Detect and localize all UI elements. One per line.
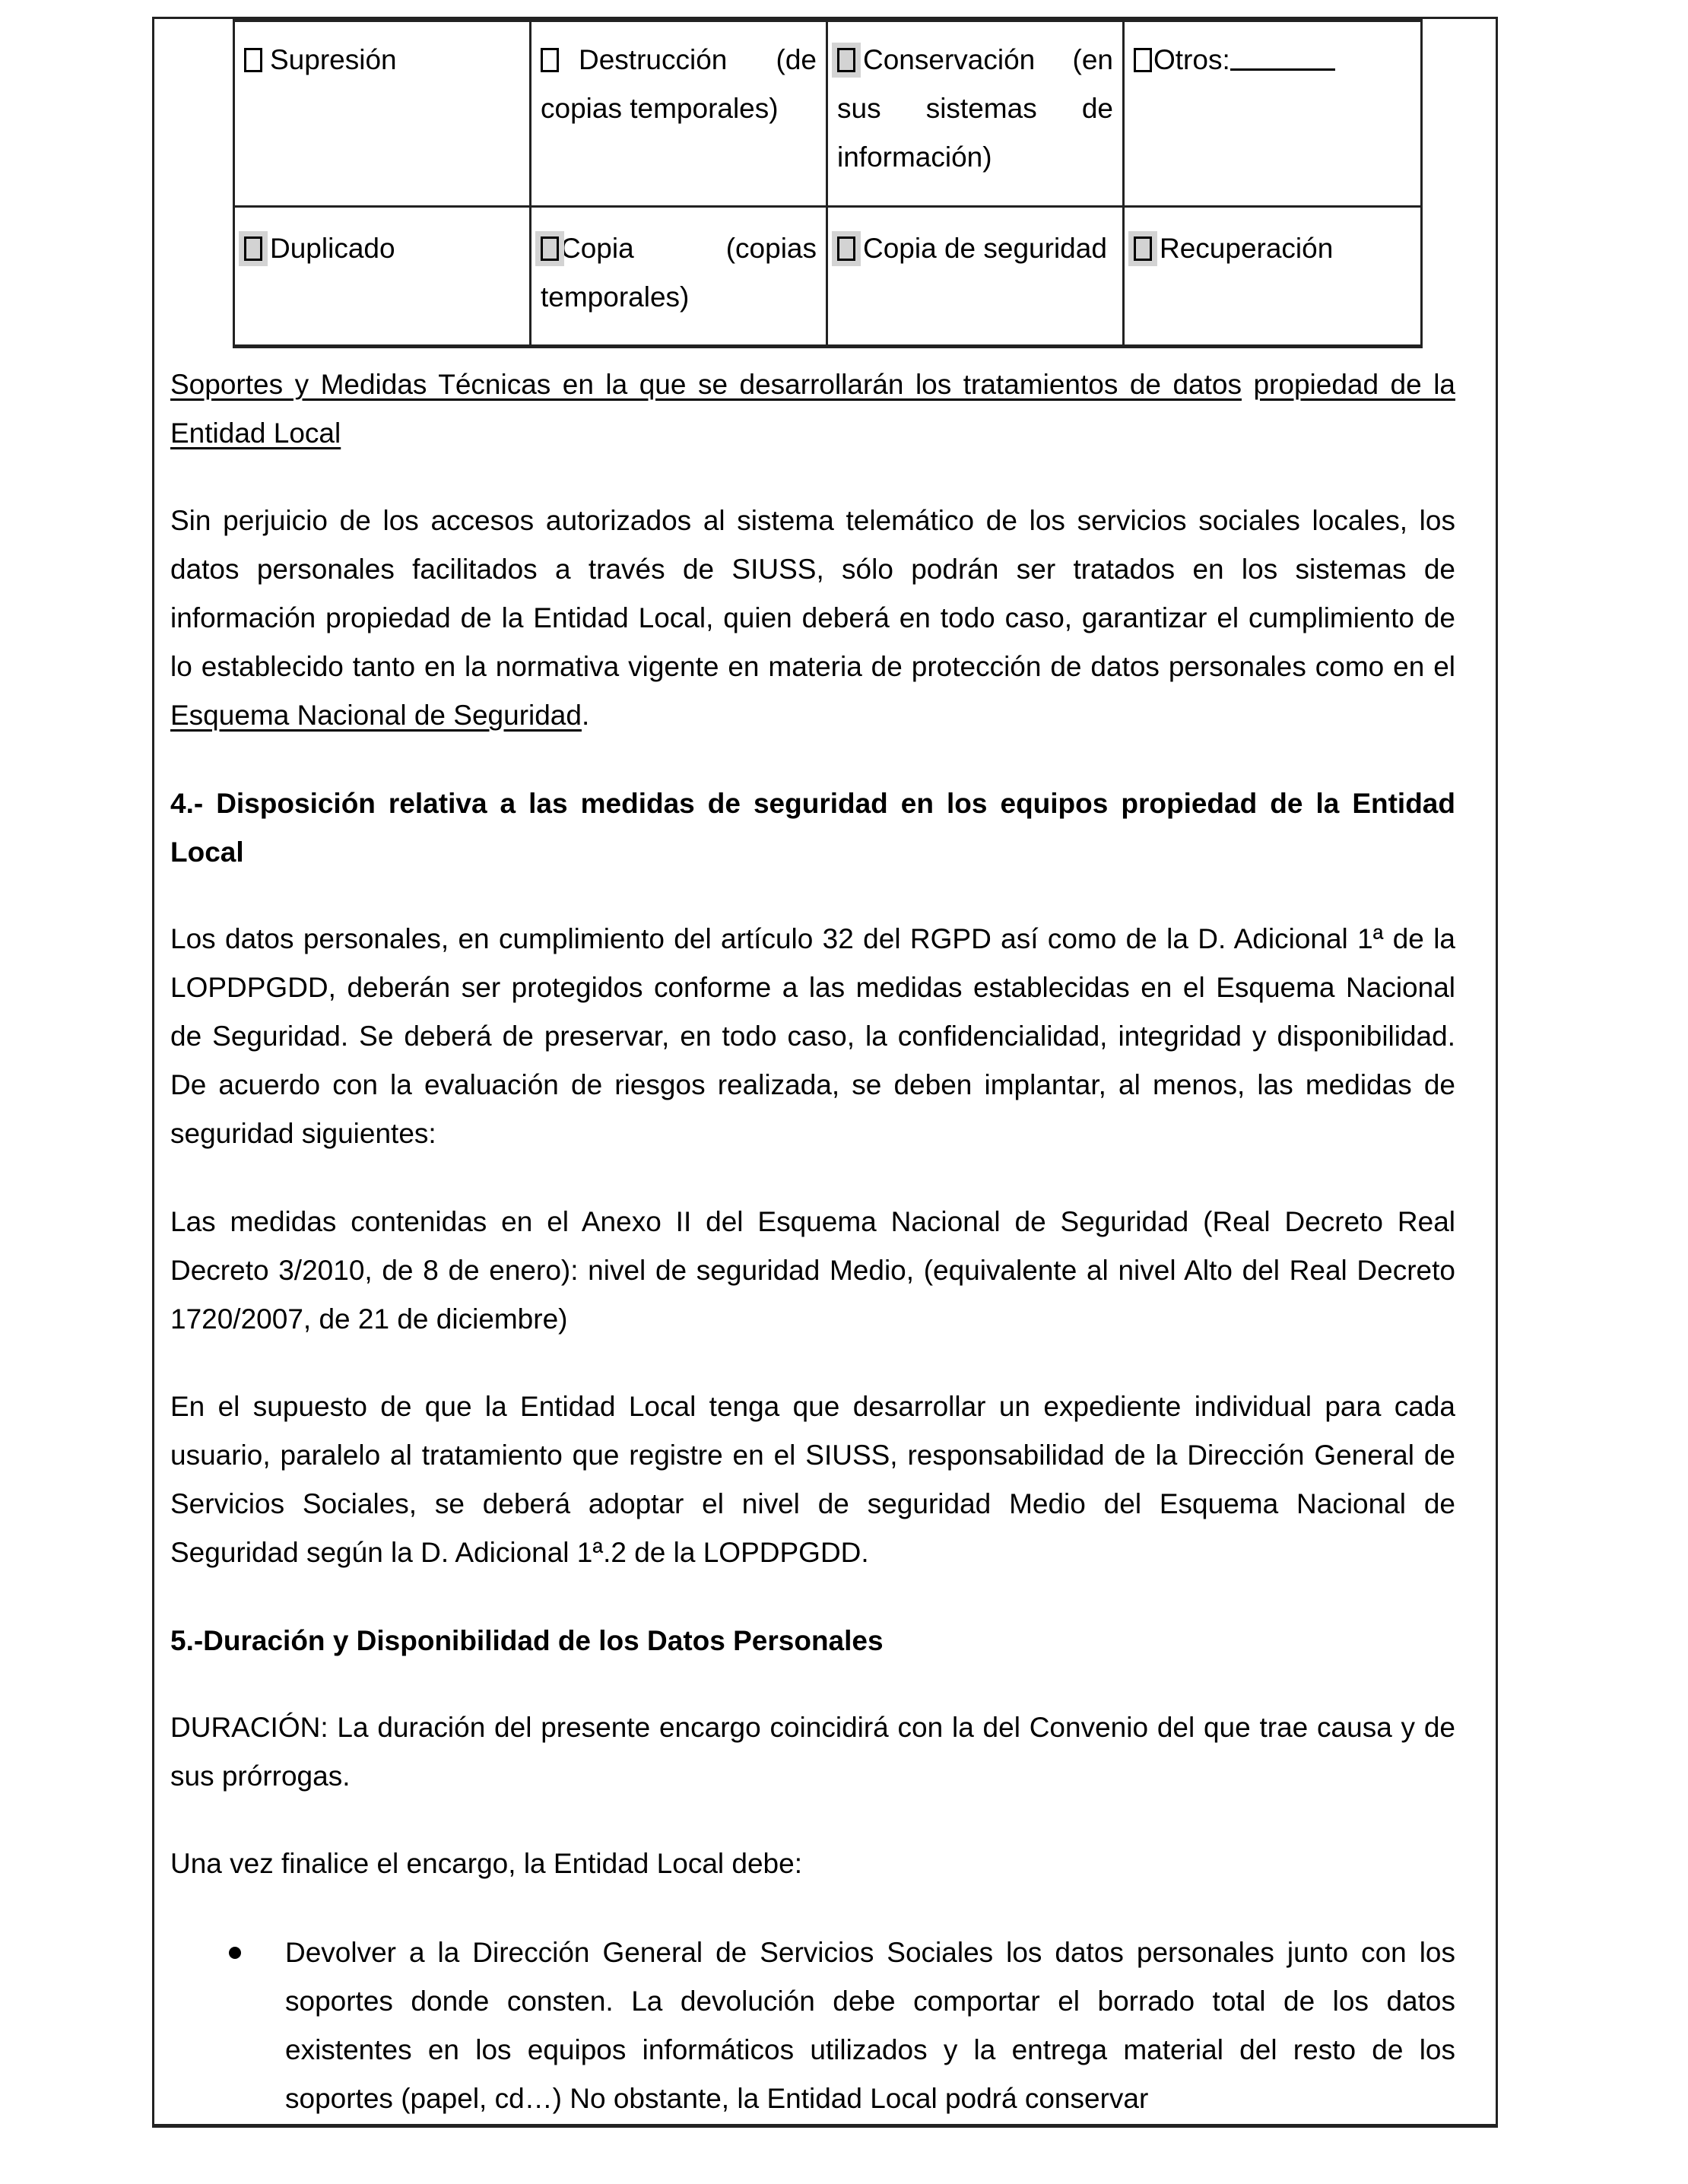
checkbox-label: Recuperación bbox=[1160, 233, 1334, 264]
soportes-heading-part2: propiedad de la Entidad Local bbox=[170, 369, 1456, 449]
section4-paragraph-2: Las medidas contenidas en el Anexo II del Esquema Nacional de Seguridad (Real Decreto Real Decreto 3/2010, de 8 de enero): nivel de seguridad Medio, (equivalente al nivel Alto del Real Decreto 1720/2007, de 21 de diciembre) bbox=[170, 1206, 1455, 1335]
soportes-body-text: Sin perjuicio de los accesos autorizados al sistema telemático de los servicios sociales locales, los datos personales facilitados a través de SIUSS, sólo podrán ser tratados en los sistemas de información propiedad de la Entidad Local, quien deberá en todo caso, garantizar el cumplimiento de lo establecido tanto en la normativa vigente en materia de protección de datos personales como en el bbox=[170, 505, 1455, 682]
soportes-heading bbox=[170, 360, 1455, 458]
checkbox-label: Copia (copias temporales) bbox=[541, 233, 817, 313]
checkbox-label: Destrucción (de copias temporales) bbox=[541, 44, 817, 124]
data-operations-table bbox=[233, 18, 1423, 348]
checkbox-otros[interactable] bbox=[1134, 48, 1152, 72]
bullet-icon bbox=[229, 1947, 241, 1959]
section4-heading: 4.- Disposición relativa a las medidas de seguridad en los equipos propiedad de la Entidad Local bbox=[170, 788, 1455, 868]
otros-blank-line[interactable] bbox=[1230, 46, 1335, 71]
checkbox-label: Duplicado bbox=[270, 233, 395, 264]
checkbox-duplicado[interactable] bbox=[244, 236, 262, 261]
checkbox-label: Otros: bbox=[1153, 44, 1230, 75]
checkbox-supresion[interactable] bbox=[244, 48, 262, 72]
checkbox-label: Conservación (en sus sistemas de información) bbox=[837, 44, 1113, 173]
checkbox-recuperacion[interactable] bbox=[1134, 236, 1152, 261]
table-cell-copia-temporales bbox=[531, 207, 827, 347]
table-row bbox=[234, 207, 1422, 347]
checkbox-copia-temporales[interactable] bbox=[541, 236, 559, 261]
table-cell-destruccion bbox=[531, 21, 827, 207]
table-cell-recuperacion bbox=[1124, 207, 1422, 347]
table-cell-supresion bbox=[234, 21, 531, 207]
section4-paragraph-3: En el supuesto de que la Entidad Local tenga que desarrollar un expediente individual para cada usuario, paralelo al tratamiento que registre en el SIUSS, responsabilidad de la Dirección General de Servicios Sociales, se deberá adoptar el nivel de seguridad Medio del Esquema Nacional de Seguridad según la D. Adicional 1ª.2 de la LOPDPGDD. bbox=[170, 1391, 1455, 1568]
table-row bbox=[234, 21, 1422, 207]
table-cell-conservacion bbox=[827, 21, 1124, 207]
list-item: Devolver a la Dirección General de Servicios Sociales los datos personales junto con los soportes donde consten. La devolución debe comportar el borrado total de los datos existentes en los equipos informáticos utilizados y la entrega material del resto de los soportes (papel, cd…) No obstante, la Entidad Local podrá conservar bbox=[285, 1937, 1455, 2114]
soportes-heading-part1: Soportes y Medidas Técnicas en la que se desarrollarán los tratamientos de datos bbox=[170, 369, 1242, 400]
section5-duracion: DURACIÓN: La duración del presente encargo coincidirá con la del Convenio del que trae causa y de sus prórrogas. bbox=[170, 1712, 1455, 1792]
checkbox-destruccion[interactable] bbox=[541, 48, 559, 72]
checkbox-label: Supresión bbox=[270, 44, 397, 75]
ens-link[interactable]: Esquema Nacional de Seguridad bbox=[170, 700, 582, 731]
soportes-body-end: . bbox=[581, 700, 590, 731]
table-cell-copia-seguridad bbox=[827, 207, 1124, 347]
section4-paragraph-1: Los datos personales, en cumplimiento del artículo 32 del RGPD así como de la D. Adicional 1ª de la LOPDPGDD, deberán ser protegidos conforme a las medidas establecidas en el Esquema Nacional de Seguridad. Se deberá de preservar, en todo caso, la confidencialidad, integridad y disponibilidad. De acuerdo con la evaluación de riesgos realizada, se deben implantar, al menos, las medidas de seguridad siguientes: bbox=[170, 923, 1455, 1149]
section5-heading: 5.-Duración y Disponibilidad de los Datos Personales bbox=[170, 1625, 884, 1656]
checkbox-label: Copia de seguridad bbox=[863, 233, 1107, 264]
table-cell-duplicado bbox=[234, 207, 531, 347]
checkbox-copia-seguridad[interactable] bbox=[837, 236, 855, 261]
table-cell-otros bbox=[1124, 21, 1422, 207]
checkbox-conservacion[interactable] bbox=[837, 48, 855, 72]
soportes-body bbox=[170, 497, 1455, 740]
section5-intro: Una vez finalice el encargo, la Entidad Local debe: bbox=[170, 1848, 802, 1879]
